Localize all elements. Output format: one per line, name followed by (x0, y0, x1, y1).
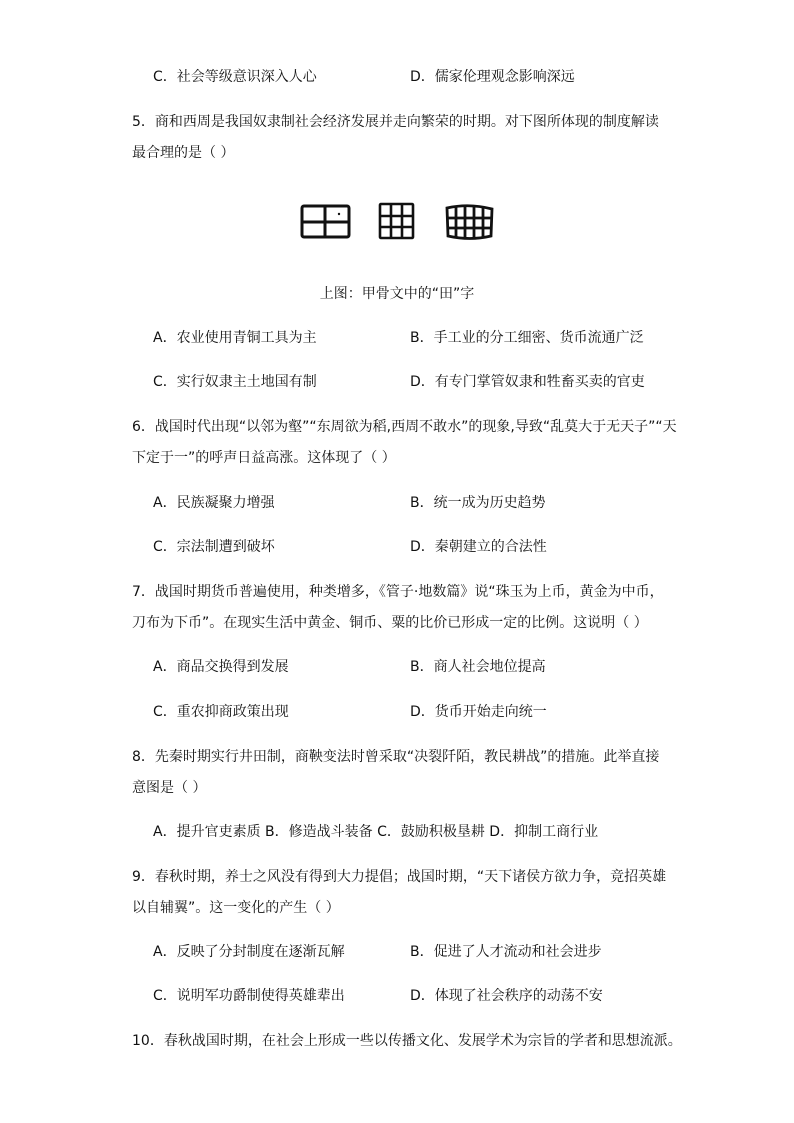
q9-option-d: D．体现了社会秩序的动荡不安 (410, 988, 603, 1004)
q7-option-c: C．重农抑商政策出现 (153, 704, 289, 720)
q8-stem-line-2: 意图是（ ） (132, 780, 207, 796)
oracle-bone-tian-icon-3 (447, 206, 492, 239)
q6-option-c: C．宗法制遭到破坏 (153, 539, 275, 555)
q7-stem-line-2: 刀布为下币”。在现实生活中黄金、铜币、粟的比价已形成一定的比例。这说明（ ） (132, 615, 648, 631)
q4-option-d: D．儒家伦理观念影响深远 (410, 69, 575, 85)
q6-option-b: B．统一成为历史趋势 (410, 495, 546, 511)
q6-stem-line-1: 6．战国时代出现“以邻为壑”“东周欲为稻,西周不敢水”的现象,导致“乱莫大于无天子”“天 (132, 419, 677, 435)
q9-option-b: B．促进了人才流动和社会进步 (410, 944, 602, 960)
q5-option-c: C．实行奴隶主土地国有制 (153, 374, 317, 390)
q9-stem-line-2: 以自辅翼”。这一变化的产生（ ） (132, 900, 340, 916)
oracle-bone-tian-icon-2 (380, 204, 413, 238)
q4-option-c: C．社会等级意识深入人心 (153, 69, 317, 85)
figure-caption: 上图：甲骨文中的“田”字 (319, 286, 475, 302)
q5-stem-line-1: 5．商和西周是我国奴隶制社会经济发展并走向繁荣的时期。对下图所体现的制度解读 (132, 114, 659, 130)
q7-option-b: B．商人社会地位提高 (410, 659, 546, 675)
q6-stem-line-2: 下定于一”的呼声日益高涨。这体现了（ ） (132, 450, 396, 466)
q5-option-d: D．有专门掌管奴隶和牲畜买卖的官吏 (410, 374, 645, 390)
oracle-bone-tian-icon-1 (302, 206, 349, 237)
q10-stem-line-1: 10．春秋战国时期，在社会上形成一些以传播文化、发展学术为宗旨的学者和思想流派。 (132, 1033, 682, 1049)
q8-stem-line-1: 8．先秦时期实行井田制，商鞅变法时曾采取“决裂阡陌，教民耕战”的措施。此举直接 (132, 749, 660, 765)
q7-stem-line-1: 7．战国时期货币普遍使用，种类增多，《管子·地数篇》说“珠玉为上币，黄金为中币， (132, 584, 664, 600)
q5-stem-line-2: 最合理的是（ ） (132, 145, 235, 161)
q7-option-a: A．商品交换得到发展 (153, 659, 289, 675)
q9-option-a: A．反映了分封制度在逐渐瓦解 (153, 944, 345, 960)
q5-option-b: B．手工业的分工细密、货币流通广泛 (410, 330, 644, 346)
oracle-bone-tian-figure (289, 183, 503, 261)
q9-stem-line-1: 9．春秋时期，养士之风没有得到大力提倡；战国时期，“天下诸侯方欲力争，竞招英雄 (132, 869, 667, 885)
q6-option-a: A．民族凝聚力增强 (153, 495, 275, 511)
q7-option-d: D．货币开始走向统一 (410, 704, 547, 720)
q8-options-line: A．提升官吏素质 B．修造战斗装备 C．鼓励积极垦耕 D．抑制工商行业 (153, 824, 599, 840)
q9-option-c: C．说明军功爵制使得英雄辈出 (153, 988, 345, 1004)
q6-option-d: D．秦朝建立的合法性 (410, 539, 547, 555)
q5-option-a: A．农业使用青铜工具为主 (153, 330, 317, 346)
